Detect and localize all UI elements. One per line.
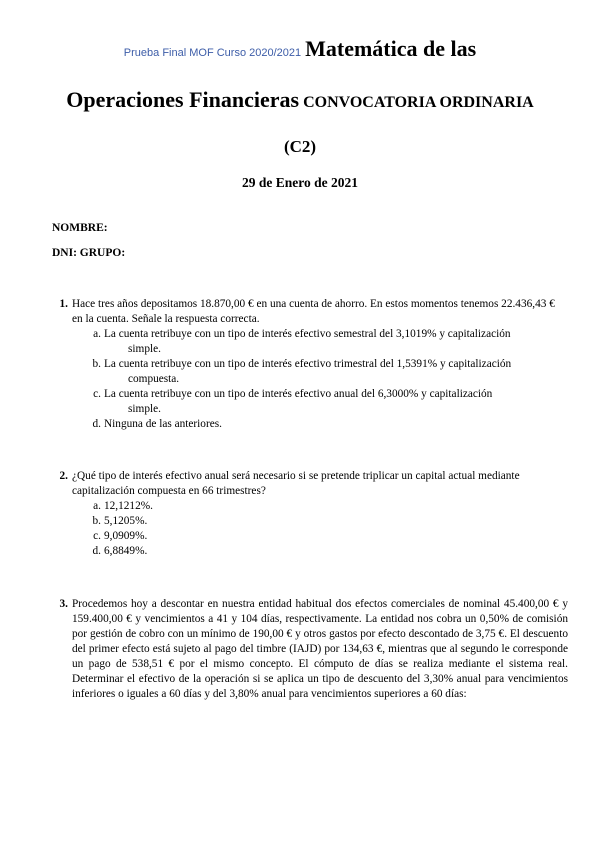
option-d[interactable]: d. Ninguna de las anteriores. bbox=[92, 418, 222, 430]
question-number: 3. bbox=[59, 598, 68, 610]
question-text: Procedemos hoy a descontar en nuestra entidad habitual dos efectos comerciales de nominal 45.400,00 € y 159.400,00 € y vencimientos a 41 y 104 días, respectivamente. La entidad nos cobra un 0,50% de comisión por gestión de cobro con un mínimo de 190,00 € y otros gastos por efecto descontado de 3,75 €. El descuento del primer efecto está sujeto al pago del timbre (IAJD) por 134,63 €, mientras que al segundo le corresponde un pago de 538,51 € por el mismo concepto. El cómputo de días se realiza mediante el sistema real. Determinar el efectivo de la operación si se aplica un tipo de descuento del 3,30% anual para vencimientos inferiores o iguales a 60 días y del 3,80% anual para vencimientos superiores a 60 días: bbox=[72, 598, 568, 700]
exam-code: (C2) bbox=[283, 137, 317, 156]
header-title-line-1 bbox=[0, 36, 600, 62]
option-d[interactable]: d. 6,8849%. bbox=[92, 545, 148, 557]
option-a[interactable]: a. 12,1212%. bbox=[93, 500, 153, 512]
dni-group-field-label: DNI: GRUPO: bbox=[52, 247, 126, 259]
question-text: ¿Qué tipo de interés efectivo anual será necesario si se pretende triplicar un capital actual mediante capitalización compuesta en 66 trimestres? bbox=[72, 470, 520, 497]
question-number: 1. bbox=[59, 298, 68, 310]
option-c[interactable]: c. La cuenta retribuye con un tipo de interés efectivo anual del 6,3000% y capitalización simple. bbox=[93, 388, 493, 415]
exam-date: 29 de Enero de 2021 bbox=[241, 175, 358, 190]
question-3 bbox=[52, 597, 568, 702]
option-b[interactable]: b. La cuenta retribuye con un tipo de interés efectivo trimestral del 1,5391% y capitalización compuesta. bbox=[92, 358, 512, 385]
option-b[interactable]: b. 5,1205%. bbox=[92, 515, 148, 527]
option-c[interactable]: c. 9,0909%. bbox=[93, 530, 148, 542]
header-title-line-2 bbox=[0, 87, 600, 113]
question-number: 2. bbox=[59, 470, 68, 482]
option-a[interactable]: a. La cuenta retribuye con un tipo de interés efectivo semestral del 3,1019% y capitalización simple. bbox=[93, 328, 511, 355]
title-part-1: Matemática de las bbox=[305, 36, 477, 61]
options-list bbox=[52, 499, 522, 559]
name-field-label: NOMBRE: bbox=[52, 222, 108, 234]
convocatoria-label: CONVOCATORIA ORDINARIA bbox=[303, 94, 534, 111]
exam-subtitle: Prueba Final MOF Curso 2020/2021 bbox=[123, 47, 302, 59]
question-2 bbox=[52, 469, 522, 559]
question-text: Hace tres años depositamos 18.870,00 € en una cuenta de ahorro. En estos momentos tenemos 22.436,43 € en la cuenta. Señale la respuesta correcta. bbox=[72, 298, 555, 325]
question-1 bbox=[52, 297, 558, 432]
title-part-2: Operaciones Financieras bbox=[66, 87, 300, 112]
options-list bbox=[52, 327, 558, 432]
